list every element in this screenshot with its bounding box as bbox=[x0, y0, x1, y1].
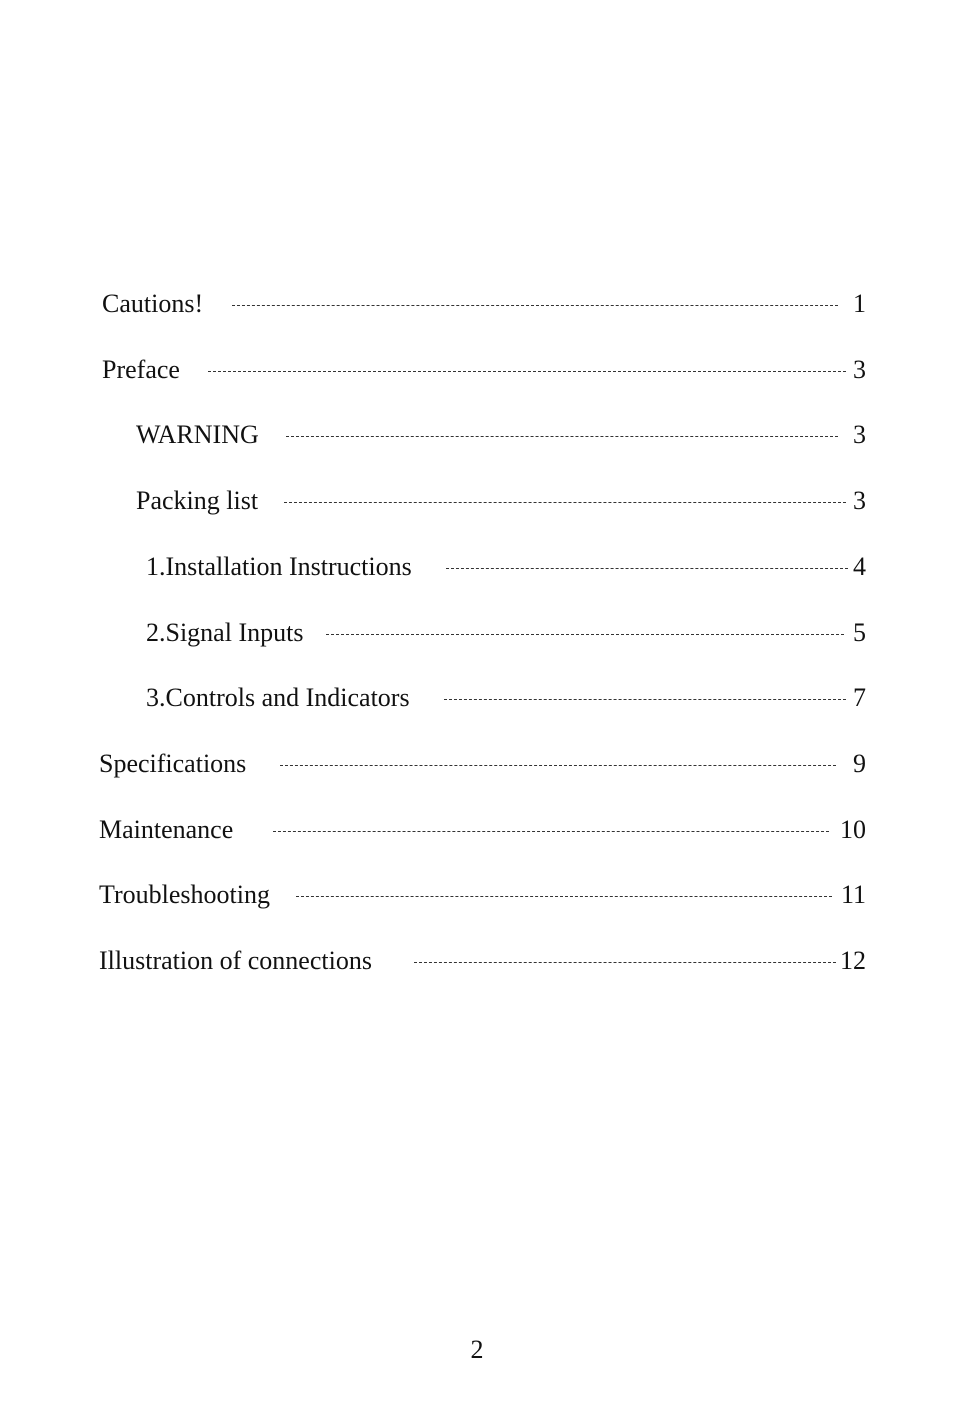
toc-entry-page: 10 bbox=[840, 815, 866, 844]
toc-entry-warning[interactable] bbox=[0, 415, 954, 455]
toc-entry-label: Preface bbox=[102, 355, 180, 384]
toc-leader-dots bbox=[444, 699, 846, 700]
toc-entry-page: 9 bbox=[853, 749, 866, 778]
toc-entry-packing-list[interactable] bbox=[0, 481, 954, 521]
toc-entry-label: WARNING bbox=[136, 420, 259, 449]
page-number: 2 bbox=[470, 1335, 484, 1364]
toc-entry-page: 4 bbox=[853, 552, 866, 581]
toc-leader-dots bbox=[284, 502, 846, 503]
toc-entry-label: Maintenance bbox=[99, 815, 234, 844]
toc-entry-page: 7 bbox=[853, 683, 866, 712]
toc-entry-troubleshooting[interactable] bbox=[0, 875, 954, 915]
toc-entry-maintenance[interactable] bbox=[0, 810, 954, 850]
toc-entry-label: Illustration of connections bbox=[99, 946, 372, 975]
toc-entry-label: Packing list bbox=[136, 486, 259, 515]
toc-leader-dots bbox=[446, 568, 848, 569]
toc-entry-page: 5 bbox=[853, 618, 866, 647]
toc-leader-dots bbox=[273, 831, 829, 832]
toc-entry-specifications[interactable] bbox=[0, 744, 954, 784]
toc-entry-page: 11 bbox=[840, 880, 866, 909]
toc-entry-label: 2.Signal Inputs bbox=[146, 618, 304, 647]
toc-entry-label: Cautions! bbox=[102, 289, 204, 318]
toc-leader-dots bbox=[414, 962, 836, 963]
toc-entry-label: Troubleshooting bbox=[99, 880, 270, 909]
toc-entry-label: 3.Controls and Indicators bbox=[146, 683, 410, 712]
toc-entry-cautions[interactable] bbox=[0, 284, 954, 324]
toc-leader-dots bbox=[280, 765, 836, 766]
toc-entry-page: 3 bbox=[853, 420, 866, 449]
toc-entry-controls-and-indicators[interactable] bbox=[0, 678, 954, 718]
toc-entry-page: 3 bbox=[853, 355, 866, 384]
toc-leader-dots bbox=[296, 896, 832, 897]
toc-leader-dots bbox=[326, 634, 844, 635]
toc-entry-installation-instructions[interactable] bbox=[0, 547, 954, 587]
toc-entry-page: 12 bbox=[840, 946, 866, 975]
toc-entry-label: 1.Installation Instructions bbox=[146, 552, 412, 581]
toc-entry-label: Specifications bbox=[99, 749, 247, 778]
toc-leader-dots bbox=[208, 371, 846, 372]
toc-leader-dots bbox=[232, 305, 838, 306]
toc-entry-page: 3 bbox=[853, 486, 866, 515]
toc-entry-preface[interactable] bbox=[0, 350, 954, 390]
toc-entry-page: 1 bbox=[853, 289, 866, 318]
toc-entry-signal-inputs[interactable] bbox=[0, 613, 954, 653]
toc-leader-dots bbox=[286, 436, 838, 437]
toc-entry-illustration-of-connections[interactable] bbox=[0, 941, 954, 981]
